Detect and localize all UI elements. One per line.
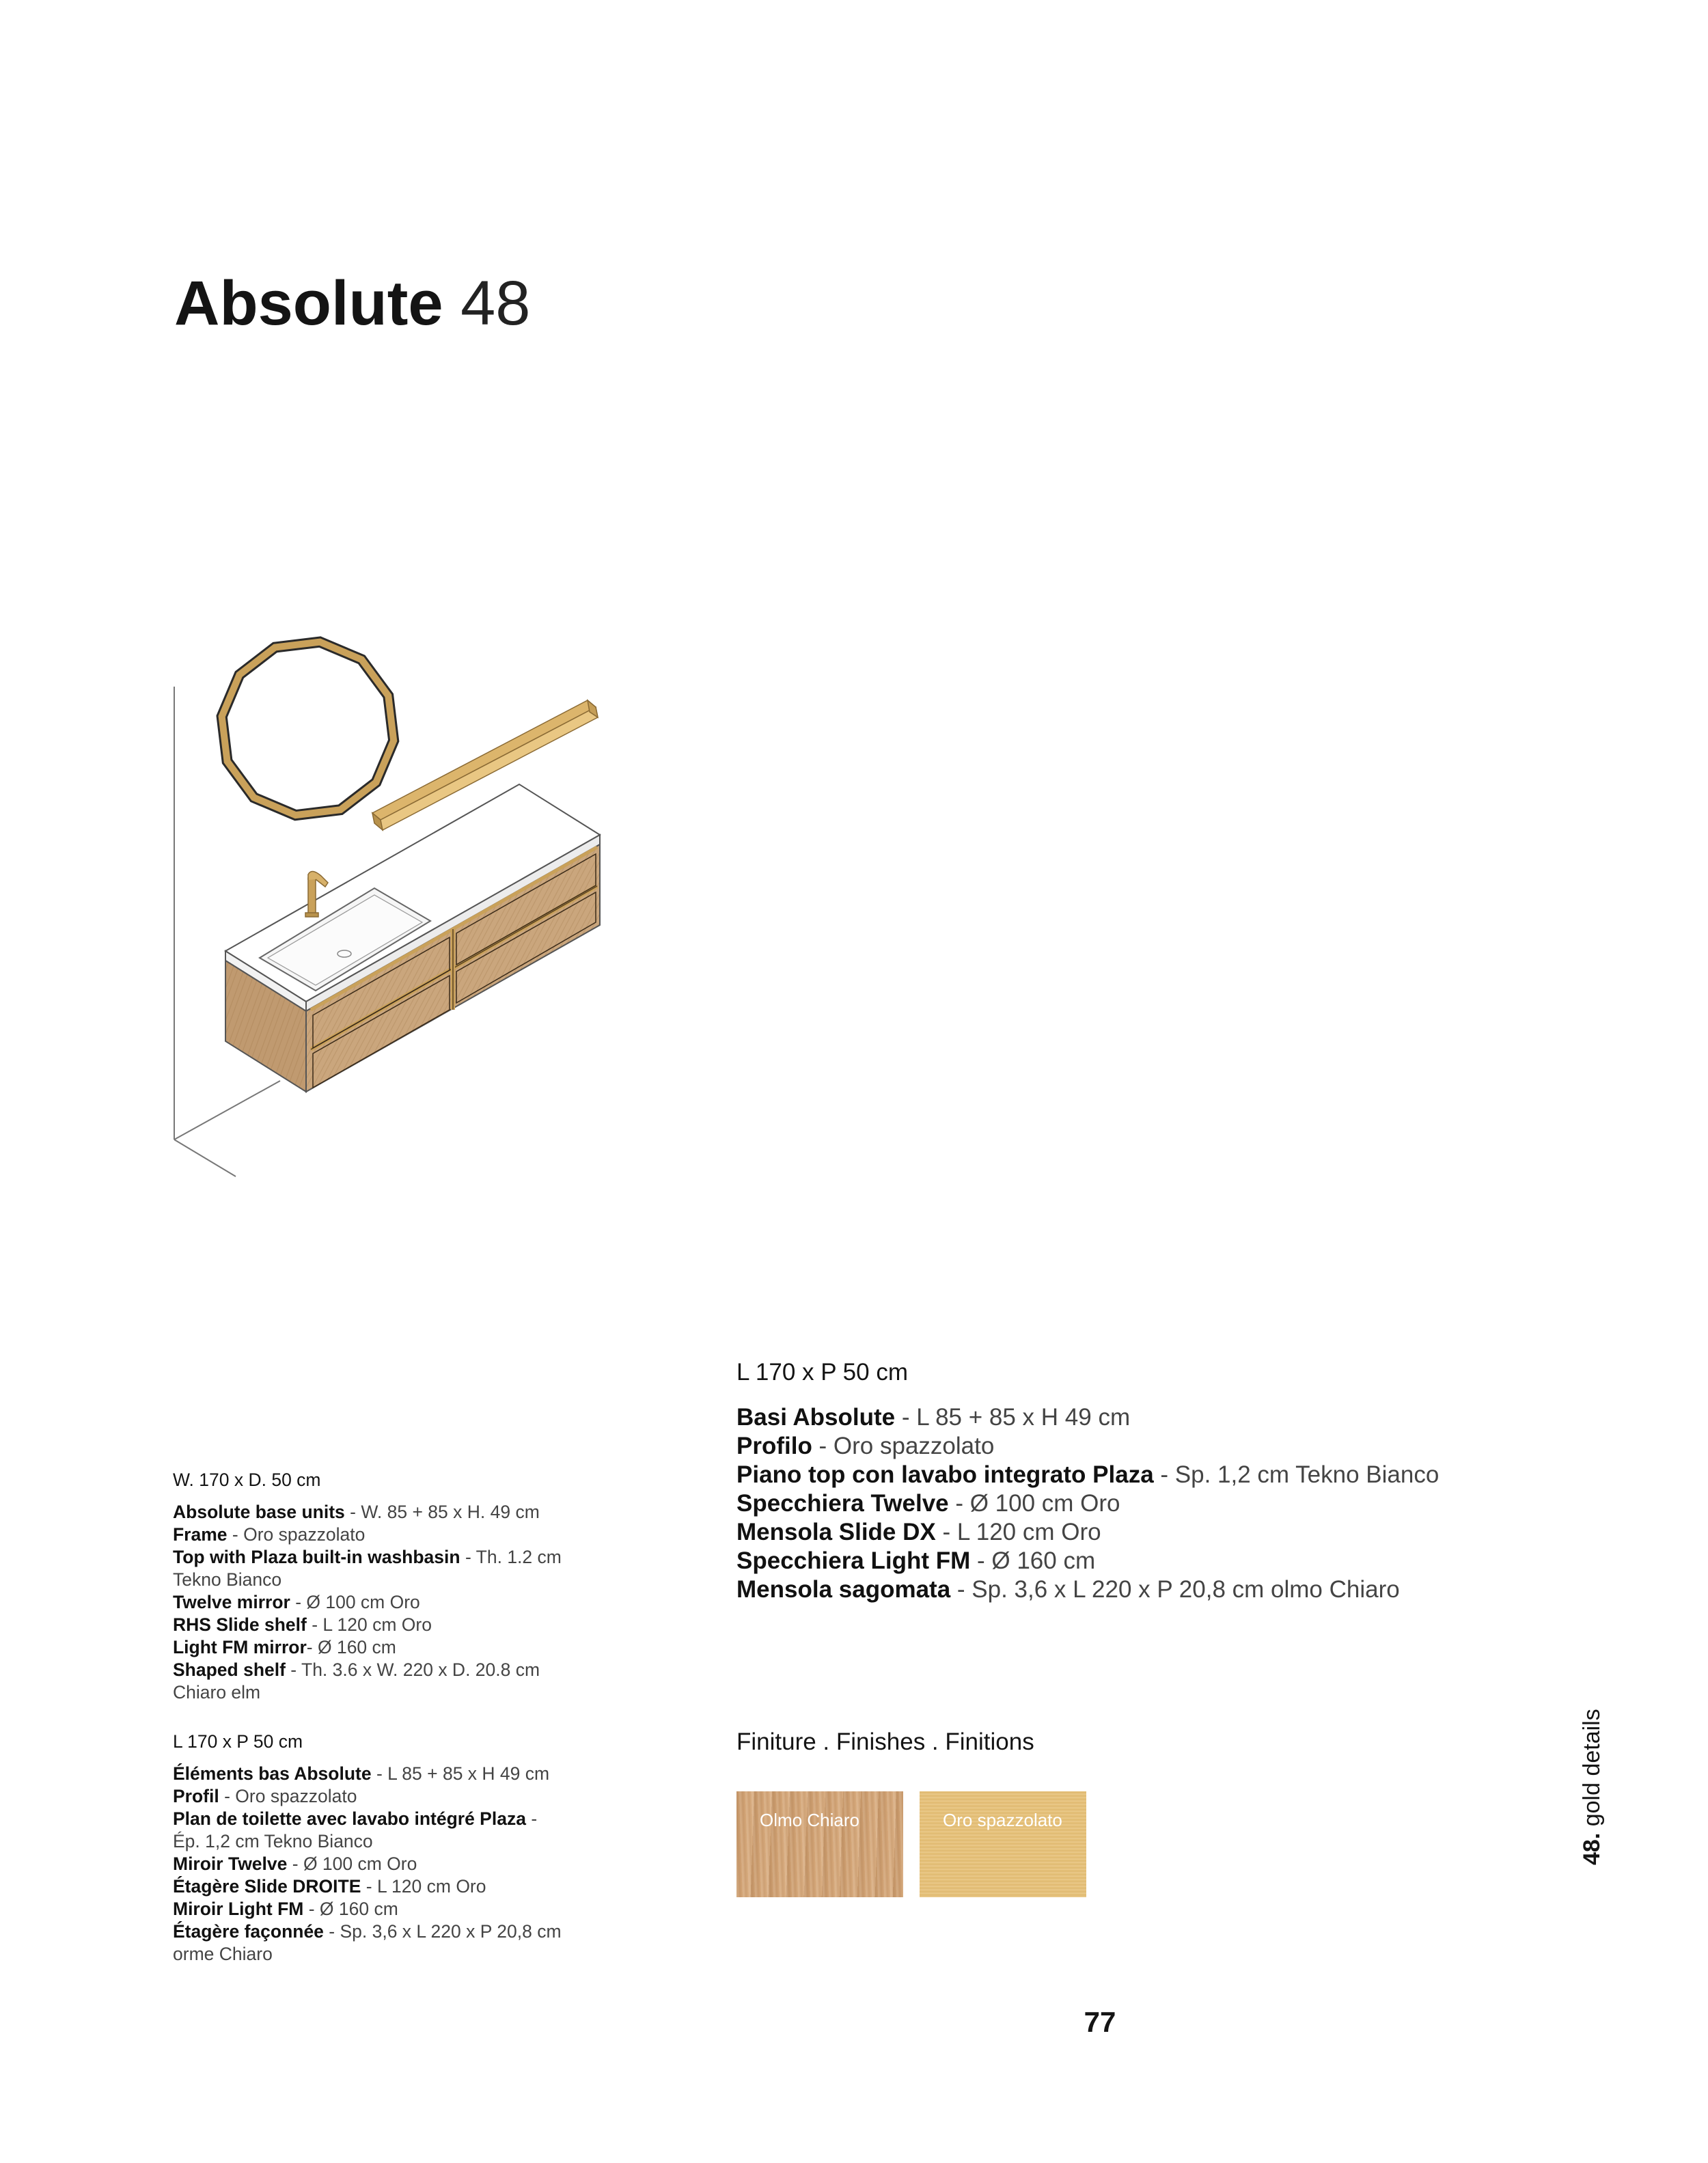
swatch-label: Olmo Chiaro [760, 1810, 859, 1830]
french-spec-line: Miroir Twelve - Ø 100 cm Oro [173, 1854, 417, 1874]
swatch-label: Oro spazzolato [943, 1810, 1062, 1830]
english-spec-line: RHS Slide shelf - L 120 cm Oro [173, 1614, 432, 1635]
french-specs [173, 1731, 692, 1966]
english-spec-continuation: Chiaro elm [173, 1682, 261, 1703]
side-label-text: gold details [1579, 1709, 1605, 1827]
french-spec-line: Profil - Oro spazzolato [173, 1786, 357, 1806]
italian-spec-line: Specchiera Twelve - Ø 100 cm Oro [736, 1490, 1120, 1517]
english-spec-line: Light FM mirror- Ø 160 cm [173, 1637, 396, 1657]
french-spec-line: Éléments bas Absolute - L 85 + 85 x H 49 cm [173, 1763, 550, 1784]
swatch-olmo-chiaro [736, 1791, 903, 1897]
french-spec-continuation: orme Chiaro [173, 1944, 273, 1964]
italian-spec-line: Specchiera Light FM - Ø 160 cm [736, 1547, 1096, 1574]
swatch-oro-spazzolato [920, 1791, 1086, 1897]
french-spec-continuation: Ép. 1,2 cm Tekno Bianco [173, 1831, 373, 1851]
english-spec-continuation: Tekno Bianco [173, 1569, 282, 1590]
side-label-number: 48. [1579, 1832, 1605, 1865]
french-spec-line: Étagère façonnée - Sp. 3,6 x L 220 x P 20,8 cm [173, 1921, 562, 1942]
french-dimensions: L 170 x P 50 cm [173, 1731, 303, 1752]
english-specs [173, 1469, 692, 1704]
french-spec-line: Miroir Light FM - Ø 160 cm [173, 1899, 398, 1919]
italian-spec-line: Basi Absolute - L 85 + 85 x H 49 cm [736, 1404, 1131, 1431]
italian-spec-line: Profilo - Oro spazzolato [736, 1433, 995, 1459]
french-spec-line: Étagère Slide DROITE - L 120 cm Oro [173, 1876, 486, 1897]
english-spec-line: Frame - Oro spazzolato [173, 1524, 366, 1545]
page-title [174, 268, 531, 338]
english-dimensions: W. 170 x D. 50 cm [173, 1470, 321, 1490]
finishes-title: Finiture . Finishes . Finitions [736, 1728, 1034, 1755]
italian-specs [736, 1358, 1556, 1604]
italian-spec-line: Piano top con lavabo integrato Plaza - Sp. 1,2 cm Tekno Bianco [736, 1461, 1440, 1488]
product-illustration [164, 635, 615, 1182]
title-number: 48 [460, 268, 531, 338]
french-spec-line: Plan de toilette avec lavabo intégré Plaza - [173, 1808, 538, 1829]
title-bold: Absolute [174, 268, 443, 338]
italian-spec-line: Mensola Slide DX - L 120 cm Oro [736, 1519, 1101, 1545]
italian-spec-line: Mensola sagomata - Sp. 3,6 x L 220 x P 20,8 cm olmo Chiaro [736, 1576, 1400, 1603]
side-section-label [1578, 1709, 1606, 1865]
english-spec-line: Shaped shelf - Th. 3.6 x W. 220 x D. 20.8 cm [173, 1659, 540, 1680]
italian-dimensions: L 170 x P 50 cm [736, 1359, 908, 1386]
english-spec-line: Twelve mirror - Ø 100 cm Oro [173, 1592, 420, 1612]
english-spec-line: Top with Plaza built-in washbasin - Th. 1.2 cm [173, 1547, 562, 1567]
page-number: 77 [1084, 2006, 1116, 2038]
twelve-mirror [210, 635, 406, 827]
english-spec-line: Absolute base units - W. 85 + 85 x H. 49 cm [173, 1502, 540, 1522]
